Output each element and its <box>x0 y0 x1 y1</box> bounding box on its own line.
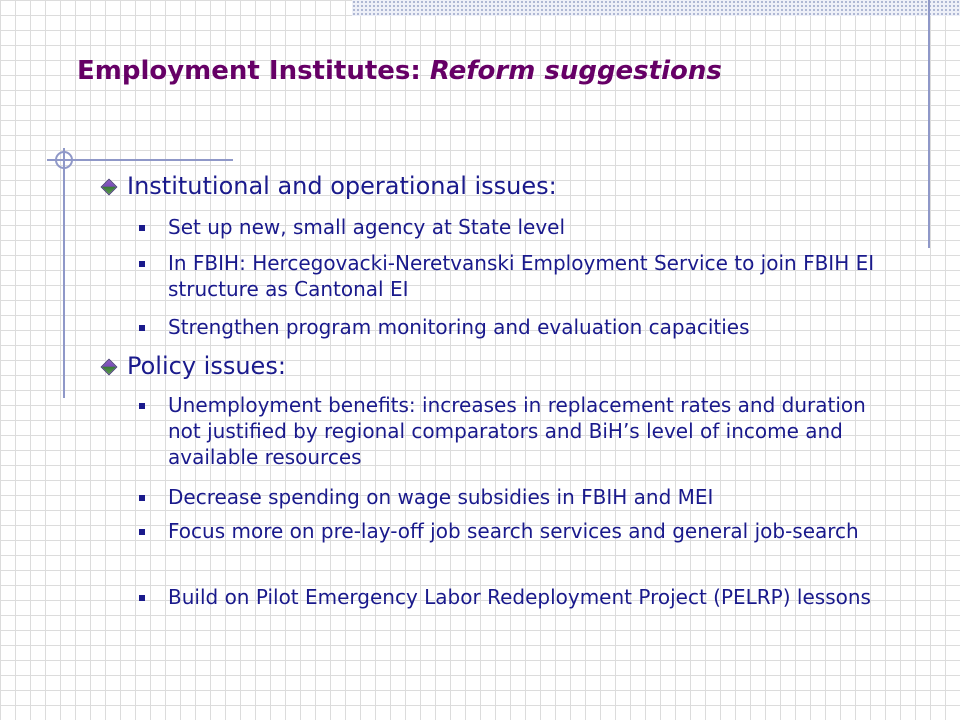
list-item <box>139 392 899 470</box>
square-bullet-icon <box>139 595 145 601</box>
square-bullet-icon <box>139 225 145 231</box>
square-bullet-icon <box>139 529 145 535</box>
square-bullet-icon <box>139 495 145 501</box>
diamond-icon <box>101 359 115 373</box>
accent-circle <box>55 151 73 169</box>
square-bullet-icon <box>139 261 145 267</box>
list-item <box>139 250 899 302</box>
list-item-text: Strengthen program monitoring and evaluation capacities <box>168 315 750 339</box>
section-heading-policy <box>101 352 286 380</box>
title-italic: Reform suggestions <box>429 56 722 86</box>
right-accent-line <box>928 0 930 248</box>
list-item <box>139 314 899 340</box>
list-item-text: Unemployment benefits: increases in replacement rates and duration not justified by regional comparators and BiH’s level of income and available resources <box>168 393 866 469</box>
square-bullet-icon <box>139 403 145 409</box>
list-item <box>139 484 899 510</box>
list-item <box>139 214 899 240</box>
page-title <box>77 56 722 86</box>
title-divider-line <box>47 159 233 161</box>
section-heading-institutional <box>101 172 557 200</box>
diamond-icon <box>101 179 115 193</box>
list-item-text: Decrease spending on wage subsidies in FBIH and MEI <box>168 485 714 509</box>
title-main: Employment Institutes: <box>77 56 421 86</box>
section-heading-label: Policy issues: <box>127 352 286 380</box>
list-item-text: In FBIH: Hercegovacki-Neretvanski Employment Service to join FBIH EI structure as Cantonal EI <box>168 251 875 301</box>
list-item <box>139 518 899 544</box>
left-accent-line <box>63 148 65 398</box>
list-item-text: Build on Pilot Emergency Labor Redeployment Project (PELRP) lessons <box>168 585 871 609</box>
list-item <box>139 584 899 610</box>
top-decorative-band <box>352 0 960 16</box>
list-item-text: Set up new, small agency at State level <box>168 215 566 239</box>
list-item-text: Focus more on pre-lay-off job search services and general job-search <box>168 519 859 543</box>
square-bullet-icon <box>139 325 145 331</box>
section-heading-label: Institutional and operational issues: <box>127 172 557 200</box>
